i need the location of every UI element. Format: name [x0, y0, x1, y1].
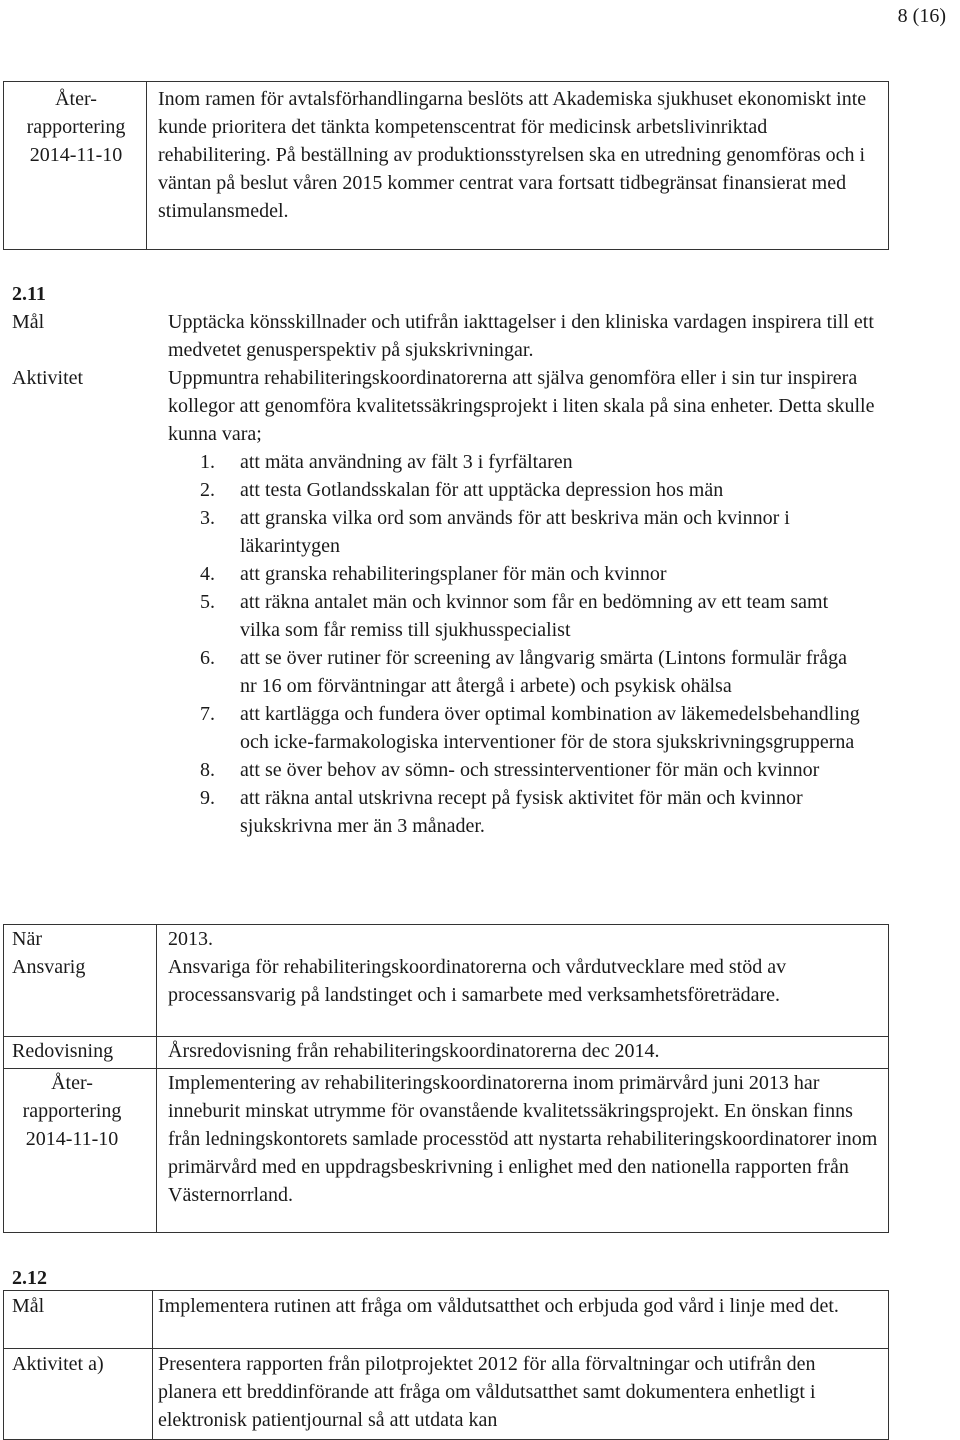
item-number: 6. — [200, 647, 215, 669]
ater-label — [8, 1069, 136, 1153]
section-number: 2.12 — [12, 1267, 47, 1289]
redovisning-label: Redovisning — [12, 1040, 114, 1062]
list-item — [200, 476, 860, 504]
item-text: att räkna antalet män och kvinnor som får en bedömning av ett team samt vilka som får remiss till sjukhusspecialist — [240, 591, 829, 641]
redovisning-text: Årsredovisning från rehabiliteringskoordinatorerna dec 2014. — [168, 1040, 660, 1062]
item-number: 2. — [200, 479, 215, 501]
column-divider — [146, 82, 147, 249]
list-item — [200, 644, 860, 700]
ater-label — [12, 85, 140, 169]
top-table — [3, 81, 889, 250]
aktivitet-intro: Uppmuntra rehabiliteringskoordinatorerna att själva genomföra eller i sin tur inspirera kollegor att genomföra kvalitetssäkringsprojekt i liten skala på sina enheter. Detta skulle kunna vara; — [168, 367, 875, 445]
ater-label-line: rapportering — [26, 116, 126, 138]
item-number: 1. — [200, 451, 215, 473]
item-number: 8. — [200, 759, 215, 781]
item-text: att testa Gotlandsskalan för att upptäcka depression hos män — [240, 479, 724, 501]
ansvarig-label: Ansvarig — [12, 956, 86, 978]
ater-label-line: 2014-11-10 — [29, 144, 123, 166]
page-number: 8 (16) — [897, 5, 946, 27]
list-item — [200, 504, 860, 560]
item-number: 5. — [200, 591, 215, 613]
mal-label: Mål — [12, 1295, 45, 1317]
item-text: att se över behov av sömn- och stressinterventioner för män och kvinnor — [240, 759, 820, 781]
list-item — [200, 588, 860, 644]
item-number: 9. — [200, 787, 215, 809]
item-text: att granska vilka ord som används för att beskriva män och kvinnor i läkarintygen — [240, 507, 790, 557]
item-number: 3. — [200, 507, 215, 529]
item-number: 7. — [200, 703, 215, 725]
list-item — [200, 700, 860, 756]
row-divider — [4, 924, 888, 925]
ansvarig-text: Ansvariga för rehabiliteringskoordinatorerna och vårdutvecklare med stöd av processansvarig på landstinget och i samarbete med verksamhetsföreträdare. — [168, 956, 787, 1006]
nar-label: När — [12, 928, 42, 950]
item-text: att kartlägga och fundera över optimal kombination av läkemedelsbehandling och icke-farmakologiska interventioner för de stora sjukskrivningsgrupperna — [240, 703, 860, 753]
row-divider — [4, 1348, 888, 1349]
list-item — [200, 784, 860, 840]
list-item — [200, 448, 860, 476]
ater-label-line: 2014-11-10 — [25, 1128, 119, 1150]
list-item — [200, 756, 860, 784]
aktivitet-label: Aktivitet a) — [12, 1353, 104, 1375]
list-item — [200, 560, 860, 588]
ater-label-line: Åter- — [55, 88, 97, 110]
activity-list — [200, 448, 860, 840]
mal-text: Upptäcka könsskillnader och utifrån iakttagelser i den kliniska vardagen inspirera till ett medvetet genusperspektiv på sjukskrivningar. — [168, 311, 874, 361]
item-number: 4. — [200, 563, 215, 585]
item-text: att räkna antal utskrivna recept på fysisk aktivitet för män och kvinnor sjukskrivna mer än 3 månader. — [240, 787, 803, 837]
section-number: 2.11 — [12, 283, 46, 305]
ater-text: Implementering av rehabiliteringskoordinatorerna inom primärvård juni 2013 har inneburit minskat utrymme för ovanstående kvalitetssäkringsprojekt. En önskan finns från ledningskontorets samlade processtöd att nystarta rehabiliteringskoordinatorer inom primärvård med en uppdragsbeskrivning i enlighet med den nationella rapporten från Västernorrland. — [168, 1072, 878, 1206]
column-divider — [156, 924, 157, 1232]
item-text: att mäta användning av fält 3 i fyrfältaren — [240, 451, 573, 473]
ater-label-line: rapportering — [22, 1100, 122, 1122]
mal-label: Mål — [12, 311, 45, 333]
nar-text: 2013. — [168, 928, 213, 950]
column-divider — [152, 1291, 153, 1439]
mal-text: Implementera rutinen att fråga om våldutsatthet och erbjuda god vård i linje med det. — [158, 1295, 839, 1317]
aktivitet-label: Aktivitet — [12, 367, 84, 389]
aktivitet-text: Presentera rapporten från pilotprojektet 2012 för alla förvaltningar och utifrån den planera ett breddinförande att fråga om våldutsatthet samt dokumentera enhetligt i elektronisk patientjournal så att utdata kan — [158, 1353, 816, 1431]
item-text: att granska rehabiliteringsplaner för män och kvinnor — [240, 563, 667, 585]
ater-label-line: Åter- — [51, 1072, 93, 1094]
ater-text: Inom ramen för avtalsförhandlingarna beslöts att Akademiska sjukhuset ekonomiskt inte kunde prioritera det tänkta kompetenscentrat för medicinsk arbetslivinriktad rehabilitering. På beställning av produktionsstyrelsen ska en utredning genomföras och i väntan på beslut våren 2015 kommer centrat vara fortsatt tidbegränsat finansierat med stimulansmedel. — [158, 88, 867, 222]
item-text: att se över rutiner för screening av långvarig smärta (Lintons formulär fråga nr 16 om förväntningar att återgå i arbete) och psykisk ohälsa — [240, 647, 847, 697]
